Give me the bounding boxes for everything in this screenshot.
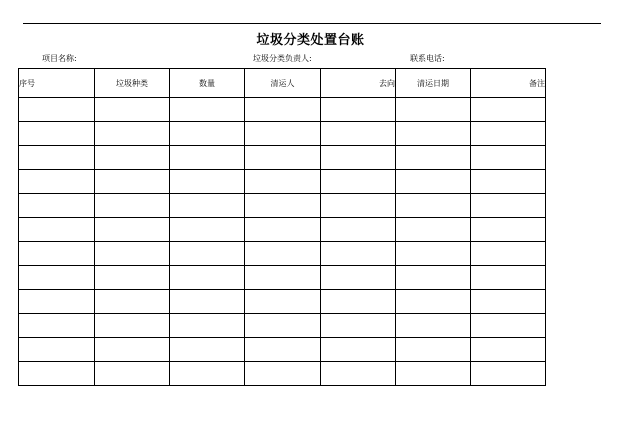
table-cell[interactable] <box>321 266 396 290</box>
table-cell[interactable] <box>170 242 245 266</box>
table-cell[interactable] <box>170 266 245 290</box>
table-cell[interactable] <box>245 194 321 218</box>
table-cell[interactable] <box>245 170 321 194</box>
table-cell[interactable] <box>95 122 170 146</box>
table-cell[interactable] <box>321 290 396 314</box>
table-cell[interactable] <box>396 266 471 290</box>
table-cell[interactable] <box>95 170 170 194</box>
table-cell[interactable] <box>245 266 321 290</box>
table-cell[interactable] <box>321 170 396 194</box>
table-row <box>19 194 546 218</box>
table-cell[interactable] <box>321 122 396 146</box>
top-rule <box>23 23 601 24</box>
table-cell[interactable] <box>245 242 321 266</box>
table-cell[interactable] <box>95 242 170 266</box>
table-cell[interactable] <box>321 218 396 242</box>
column-header: 序号 <box>19 69 95 98</box>
table-cell[interactable] <box>245 290 321 314</box>
table-cell[interactable] <box>471 266 546 290</box>
project-name-label: 项目名称: <box>42 54 77 63</box>
table-cell[interactable] <box>471 170 546 194</box>
table-cell[interactable] <box>19 194 95 218</box>
column-header: 备注 <box>471 69 546 98</box>
table-cell[interactable] <box>471 290 546 314</box>
table-cell[interactable] <box>170 338 245 362</box>
table-cell[interactable] <box>170 146 245 170</box>
table-cell[interactable] <box>396 218 471 242</box>
table-cell[interactable] <box>245 338 321 362</box>
table-cell[interactable] <box>19 122 95 146</box>
table-cell[interactable] <box>471 98 546 122</box>
table-cell[interactable] <box>170 98 245 122</box>
table-row <box>19 146 546 170</box>
column-header: 去向 <box>321 69 396 98</box>
table-cell[interactable] <box>19 290 95 314</box>
contact-phone-label: 联系电话: <box>410 54 445 63</box>
table-row <box>19 314 546 338</box>
table-cell[interactable] <box>19 170 95 194</box>
table-cell[interactable] <box>170 218 245 242</box>
table-cell[interactable] <box>396 98 471 122</box>
table-cell[interactable] <box>19 314 95 338</box>
table-cell[interactable] <box>170 122 245 146</box>
table-row <box>19 338 546 362</box>
table-cell[interactable] <box>95 290 170 314</box>
table-cell[interactable] <box>396 314 471 338</box>
table-cell[interactable] <box>95 98 170 122</box>
table-cell[interactable] <box>396 146 471 170</box>
table-cell[interactable] <box>396 362 471 386</box>
table-cell[interactable] <box>19 242 95 266</box>
table-cell[interactable] <box>321 146 396 170</box>
table-row <box>19 362 546 386</box>
table-cell[interactable] <box>95 146 170 170</box>
table-cell[interactable] <box>321 314 396 338</box>
table-cell[interactable] <box>321 194 396 218</box>
ledger-body <box>19 98 546 386</box>
table-cell[interactable] <box>170 194 245 218</box>
table-cell[interactable] <box>19 146 95 170</box>
table-cell[interactable] <box>471 146 546 170</box>
table-cell[interactable] <box>396 122 471 146</box>
table-row <box>19 290 546 314</box>
table-cell[interactable] <box>245 314 321 338</box>
column-header: 垃圾种类 <box>95 69 170 98</box>
table-cell[interactable] <box>19 362 95 386</box>
table-cell[interactable] <box>95 314 170 338</box>
table-cell[interactable] <box>396 242 471 266</box>
ledger-table <box>18 68 546 386</box>
table-row <box>19 122 546 146</box>
table-row <box>19 170 546 194</box>
table-cell[interactable] <box>471 122 546 146</box>
table-cell[interactable] <box>170 314 245 338</box>
table-row <box>19 218 546 242</box>
table-cell[interactable] <box>245 218 321 242</box>
header-row <box>19 69 546 98</box>
table-cell[interactable] <box>170 170 245 194</box>
table-cell[interactable] <box>19 338 95 362</box>
table-cell[interactable] <box>321 362 396 386</box>
table-cell[interactable] <box>19 218 95 242</box>
table-cell[interactable] <box>245 122 321 146</box>
table-cell[interactable] <box>95 338 170 362</box>
column-header: 数量 <box>170 69 245 98</box>
table-cell[interactable] <box>471 314 546 338</box>
table-cell[interactable] <box>396 290 471 314</box>
table-cell[interactable] <box>95 266 170 290</box>
column-header: 清运日期 <box>396 69 471 98</box>
table-cell[interactable] <box>396 194 471 218</box>
table-row <box>19 242 546 266</box>
table-cell[interactable] <box>245 362 321 386</box>
table-row <box>19 266 546 290</box>
sorting-manager-label: 垃圾分类负责人: <box>253 54 312 63</box>
table-cell[interactable] <box>245 146 321 170</box>
table-row <box>19 98 546 122</box>
table-cell[interactable] <box>396 338 471 362</box>
table-cell[interactable] <box>95 218 170 242</box>
table-cell[interactable] <box>245 98 321 122</box>
table-cell[interactable] <box>95 362 170 386</box>
table-cell[interactable] <box>170 362 245 386</box>
table-cell[interactable] <box>471 338 546 362</box>
table-cell[interactable] <box>321 242 396 266</box>
table-cell[interactable] <box>396 170 471 194</box>
table-cell[interactable] <box>95 194 170 218</box>
table-cell[interactable] <box>321 338 396 362</box>
document-title: 垃圾分类处置台账 <box>256 33 365 48</box>
table-cell[interactable] <box>471 218 546 242</box>
column-header: 清运人 <box>245 69 321 98</box>
table-cell[interactable] <box>170 290 245 314</box>
table-cell[interactable] <box>471 242 546 266</box>
table-cell[interactable] <box>19 98 95 122</box>
table-cell[interactable] <box>321 98 396 122</box>
table-cell[interactable] <box>471 362 546 386</box>
table-cell[interactable] <box>471 194 546 218</box>
table-cell[interactable] <box>19 266 95 290</box>
